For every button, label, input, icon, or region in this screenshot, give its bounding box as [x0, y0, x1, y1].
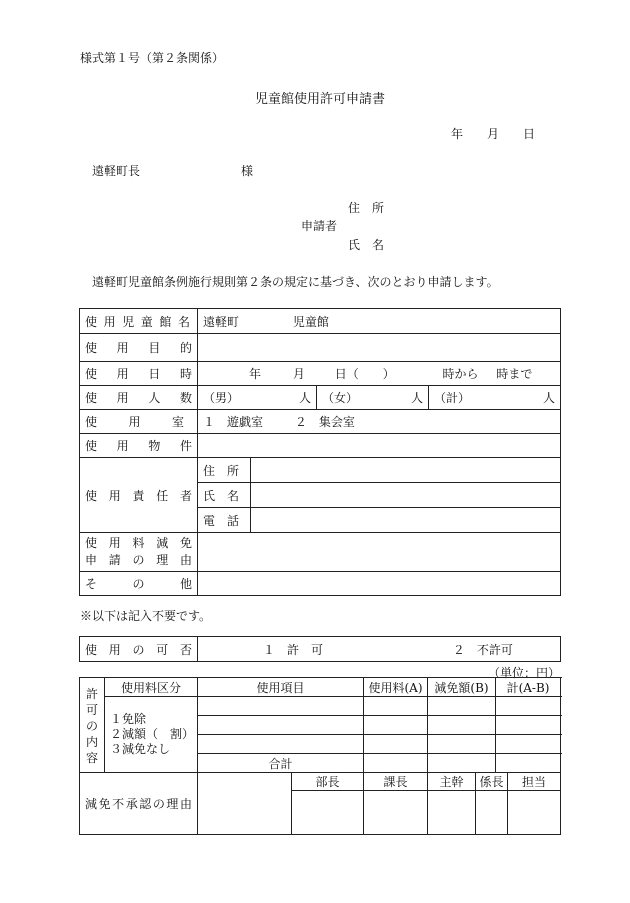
responsible-address-label: 住 所 — [198, 458, 251, 483]
datetime-from: 時から — [442, 367, 479, 381]
addressee-honorific: 様 — [241, 164, 254, 178]
stamp-header-kakaricho: 係長 — [476, 773, 508, 791]
other-cell[interactable] — [198, 572, 561, 596]
total-row-label: 合計 — [198, 754, 364, 773]
applicant-address-label: 住 所 — [348, 201, 385, 215]
count-male-unit: 人 — [298, 391, 311, 405]
addressee-name: 遠軽町長 — [92, 164, 141, 178]
rejection-reason-label: 減 免 不 承 認 の 理 由 — [85, 797, 192, 811]
note: ※以下は記入不要です。 — [80, 609, 212, 623]
count-label: 使 用 人 数 — [85, 391, 192, 405]
approval-option-deny[interactable]: ２ 不許可 — [452, 642, 513, 657]
approval-label: 使 用 の 可 否 — [85, 642, 192, 657]
purpose-label: 使 用 目 的 — [85, 341, 192, 355]
reduction-label-1: 使 用 料 減 免 — [85, 536, 192, 550]
detail-table — [79, 677, 561, 835]
applicant-label: 申請者 — [301, 219, 338, 233]
count-female-unit: 人 — [410, 391, 423, 405]
stamp-header-kacho: 課長 — [364, 773, 428, 791]
facility-name-label: 使用児童館名 — [80, 309, 198, 334]
room-option-1[interactable]: １ 遊戯室 — [203, 415, 264, 429]
reduction-label-2: 申 請 の 理 由 — [85, 553, 192, 567]
usage-item-2[interactable] — [198, 716, 364, 735]
header-fee-category: 使用料区分 — [105, 678, 198, 697]
stamp-header-tanto: 担当 — [508, 773, 561, 791]
permit-content-label: 許 可 の 内 容 — [85, 687, 98, 765]
date-day-label: 日 — [523, 127, 536, 141]
fee-a-1[interactable] — [364, 697, 428, 716]
purpose-cell[interactable] — [198, 334, 561, 362]
items-cell[interactable] — [198, 434, 561, 458]
fee-a-2[interactable] — [364, 716, 428, 735]
count-total-cell[interactable] — [429, 386, 561, 410]
unit-note: （単位：円） — [488, 666, 561, 680]
usage-item-1[interactable] — [198, 697, 364, 716]
datetime-year: 年 — [249, 367, 262, 381]
facility-suffix: 児童館 — [292, 314, 329, 329]
reduction-reason-cell[interactable] — [198, 533, 561, 572]
approval-table — [79, 636, 561, 662]
date-month-label: 月 — [487, 127, 500, 141]
form-number: 様式第１号（第２条関係） — [80, 51, 225, 65]
fee-a-3[interactable] — [364, 735, 428, 754]
room-label: 使 用 室 — [85, 415, 184, 429]
category-none[interactable]: ３減免なし — [110, 742, 171, 756]
reduction-b-3[interactable] — [428, 735, 496, 754]
responsible-name-label: 氏 名 — [198, 483, 251, 508]
datetime-to: 時まで — [496, 367, 533, 381]
reduction-b-total[interactable] — [428, 754, 496, 773]
count-male-label: （男） — [203, 391, 240, 405]
stamp-bucho[interactable] — [292, 791, 364, 835]
count-female-label: （女） — [322, 391, 359, 405]
room-cell[interactable] — [198, 410, 561, 434]
stamp-kakaricho[interactable] — [476, 791, 508, 835]
responsible-address-cell[interactable] — [251, 458, 561, 483]
approval-option-permit[interactable]: １ 許 可 — [263, 642, 324, 657]
usage-item-3[interactable] — [198, 735, 364, 754]
approval-cell[interactable] — [198, 637, 561, 662]
header-reduction-b: 減免額(B) — [428, 678, 496, 697]
room-option-2[interactable]: ２ 集会室 — [294, 415, 355, 429]
datetime-day: 日（ ） — [334, 367, 395, 381]
fee-category-cell[interactable] — [105, 697, 198, 773]
header-usage-item: 使用項目 — [198, 678, 364, 697]
stamp-header-bucho: 部長 — [292, 773, 364, 791]
category-exempt[interactable]: １免除 — [110, 712, 147, 726]
applicant-name-label: 氏 名 — [348, 238, 385, 252]
stamp-kacho[interactable] — [364, 791, 428, 835]
statement: 遠軽町児童館条例施行規則第２条の規定に基づき、次のとおり申請します。 — [92, 275, 499, 289]
items-label: 使 用 物 件 — [85, 439, 192, 453]
rejection-reason-cell[interactable] — [198, 773, 292, 835]
datetime-cell[interactable] — [198, 362, 561, 386]
total-ab-2[interactable] — [496, 716, 561, 735]
facility-name-cell[interactable] — [198, 309, 561, 334]
total-ab-total[interactable] — [496, 754, 561, 773]
responsible-name-cell[interactable] — [251, 483, 561, 508]
count-total-unit: 人 — [543, 391, 556, 405]
datetime-month: 月 — [292, 367, 305, 381]
count-female-cell[interactable] — [317, 386, 429, 410]
other-label: そ の 他 — [85, 577, 192, 591]
total-ab-3[interactable] — [496, 735, 561, 754]
count-male-cell[interactable] — [198, 386, 317, 410]
responsible-phone-label: 電 話 — [198, 508, 251, 533]
stamp-tanto[interactable] — [508, 791, 561, 835]
responsible-label: 使 用 責 任 者 — [85, 488, 192, 503]
fee-a-total[interactable] — [364, 754, 428, 773]
application-table — [79, 308, 561, 596]
date-year-label: 年 — [451, 127, 464, 141]
facility-prefix: 遠軽町 — [203, 314, 240, 329]
reduction-b-1[interactable] — [428, 697, 496, 716]
count-total-label: （計） — [434, 391, 471, 405]
total-ab-1[interactable] — [496, 697, 561, 716]
header-total-ab: 計(A-B) — [496, 678, 561, 697]
responsible-phone-cell[interactable] — [251, 508, 561, 533]
header-fee-a: 使用料(A) — [364, 678, 428, 697]
page-title: 児童館使用許可申請書 — [255, 92, 386, 107]
stamp-header-kanji: 主幹 — [428, 773, 476, 791]
stamp-kanji[interactable] — [428, 791, 476, 835]
reduction-b-2[interactable] — [428, 716, 496, 735]
category-reduced[interactable]: ２減額（ 割） — [110, 727, 195, 741]
datetime-label: 使 用 日 時 — [85, 367, 192, 381]
